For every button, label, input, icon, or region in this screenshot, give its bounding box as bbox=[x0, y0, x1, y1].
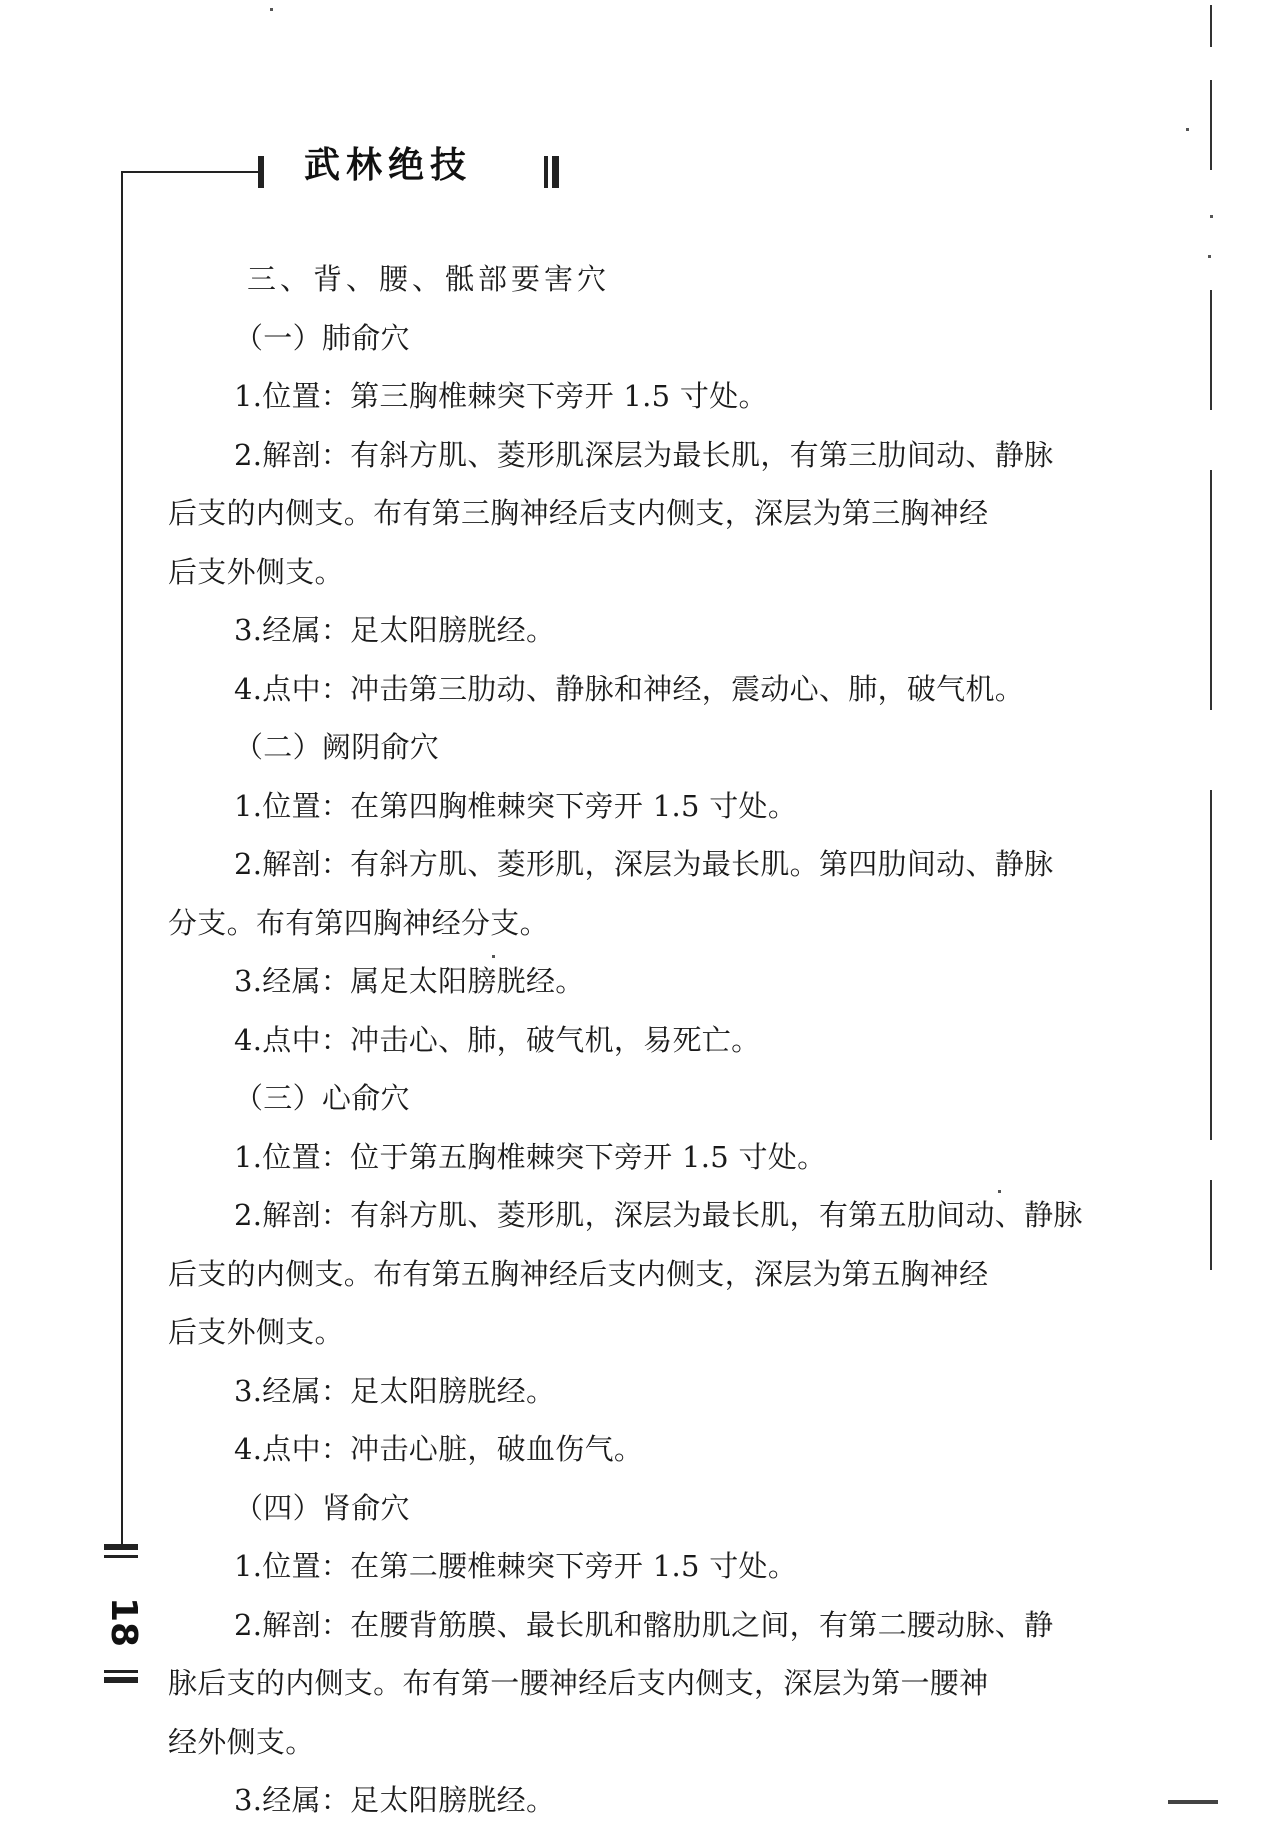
header-bar-right-thick bbox=[552, 156, 559, 188]
text-line: 经外侧支。 bbox=[168, 1724, 315, 1759]
text-line: 后支外侧支。 bbox=[168, 554, 344, 589]
page-number: 18 bbox=[103, 1597, 144, 1648]
page-number-bar-bottom-thin bbox=[104, 1670, 138, 1673]
acupoint-subheading: （四）肾俞穴 bbox=[234, 1490, 410, 1525]
text-line: 4.点中：冲击第三肋动、静脉和神经，震动心、肺，破气机。 bbox=[234, 671, 1025, 706]
running-header-title: 武林绝技 bbox=[304, 145, 473, 186]
page-number-bar-top bbox=[104, 1544, 138, 1550]
section-title: 三、背、腰、骶部要害穴 bbox=[247, 262, 611, 296]
scan-artifact-line bbox=[1210, 790, 1212, 1140]
scan-artifact-line bbox=[1210, 1180, 1212, 1270]
text-line: 3.经属：足太阳膀胱经。 bbox=[234, 1373, 556, 1408]
text-line: 1.位置：第三胸椎棘突下旁开 1.5 寸处。 bbox=[234, 379, 768, 413]
text-line: 2.解剖：有斜方肌、菱形肌，深层为最长肌。第四肋间动、静脉 bbox=[234, 847, 1054, 881]
text-line: 分支。布有第四胸神经分支。 bbox=[168, 905, 549, 940]
text-line: 3.经属：足太阳膀胱经。 bbox=[234, 1783, 556, 1817]
body-lines bbox=[168, 309, 1113, 1830]
header-rule-horizontal bbox=[121, 171, 258, 173]
scan-artifact-dot bbox=[1186, 128, 1189, 131]
left-border-rule bbox=[121, 171, 123, 1546]
text-line: 4.点中：冲击心脏，破血伤气。 bbox=[234, 1432, 644, 1466]
text-line: 2.解剖：有斜方肌、菱形肌深层为最长肌，有第三肋间动、静脉 bbox=[234, 437, 1054, 472]
text-line: 2.解剖：有斜方肌、菱形肌，深层为最长肌，有第五肋间动、静脉 bbox=[234, 1198, 1083, 1232]
scan-artifact-line bbox=[1210, 290, 1212, 410]
text-line: 后支的内侧支。布有第三胸神经后支内侧支，深层为第三胸神经 bbox=[168, 496, 989, 530]
scan-artifact-line bbox=[1210, 470, 1212, 710]
text-line: 脉后支的内侧支。布有第一腰神经后支内侧支，深层为第一腰神 bbox=[168, 1666, 989, 1700]
acupoint-subheading: （二）阙阴俞穴 bbox=[234, 730, 440, 764]
page-body bbox=[168, 250, 1113, 1830]
text-line: 2.解剖：在腰背筋膜、最长肌和髂肋肌之间，有第二腰动脉、静 bbox=[234, 1607, 1054, 1642]
acupoint-subheading: （三）心俞穴 bbox=[234, 1081, 410, 1115]
scan-artifact-line bbox=[1210, 5, 1212, 47]
text-line: 3.经属：足太阳膀胱经。 bbox=[234, 613, 556, 647]
scan-artifact-line bbox=[1210, 80, 1212, 170]
acupoint-subheading: （一）肺俞穴 bbox=[234, 320, 410, 355]
text-line: 后支外侧支。 bbox=[168, 1315, 344, 1349]
scan-artifact-bottom bbox=[1168, 1800, 1218, 1804]
text-line: 后支的内侧支。布有第五胸神经后支内侧支，深层为第五胸神经 bbox=[168, 1256, 989, 1291]
text-line: 1.位置：在第四胸椎棘突下旁开 1.5 寸处。 bbox=[234, 788, 798, 823]
page-number-bar-bottom bbox=[104, 1677, 138, 1683]
header-bar-left bbox=[258, 156, 264, 188]
text-line: 1.位置：在第二腰椎棘突下旁开 1.5 寸处。 bbox=[234, 1549, 798, 1583]
text-line: 4.点中：冲击心、肺，破气机，易死亡。 bbox=[234, 1022, 761, 1057]
header-bar-right-thin bbox=[544, 156, 548, 188]
page-number-bar-top-thin bbox=[104, 1555, 138, 1558]
text-line: 1.位置：位于第五胸椎棘突下旁开 1.5 寸处。 bbox=[234, 1139, 827, 1174]
text-line: 3.经属：属足太阳膀胱经。 bbox=[234, 964, 585, 998]
scan-artifact-dot bbox=[270, 8, 273, 11]
scan-artifact-dot bbox=[1210, 215, 1213, 218]
scan-artifact-dot bbox=[1208, 255, 1211, 258]
